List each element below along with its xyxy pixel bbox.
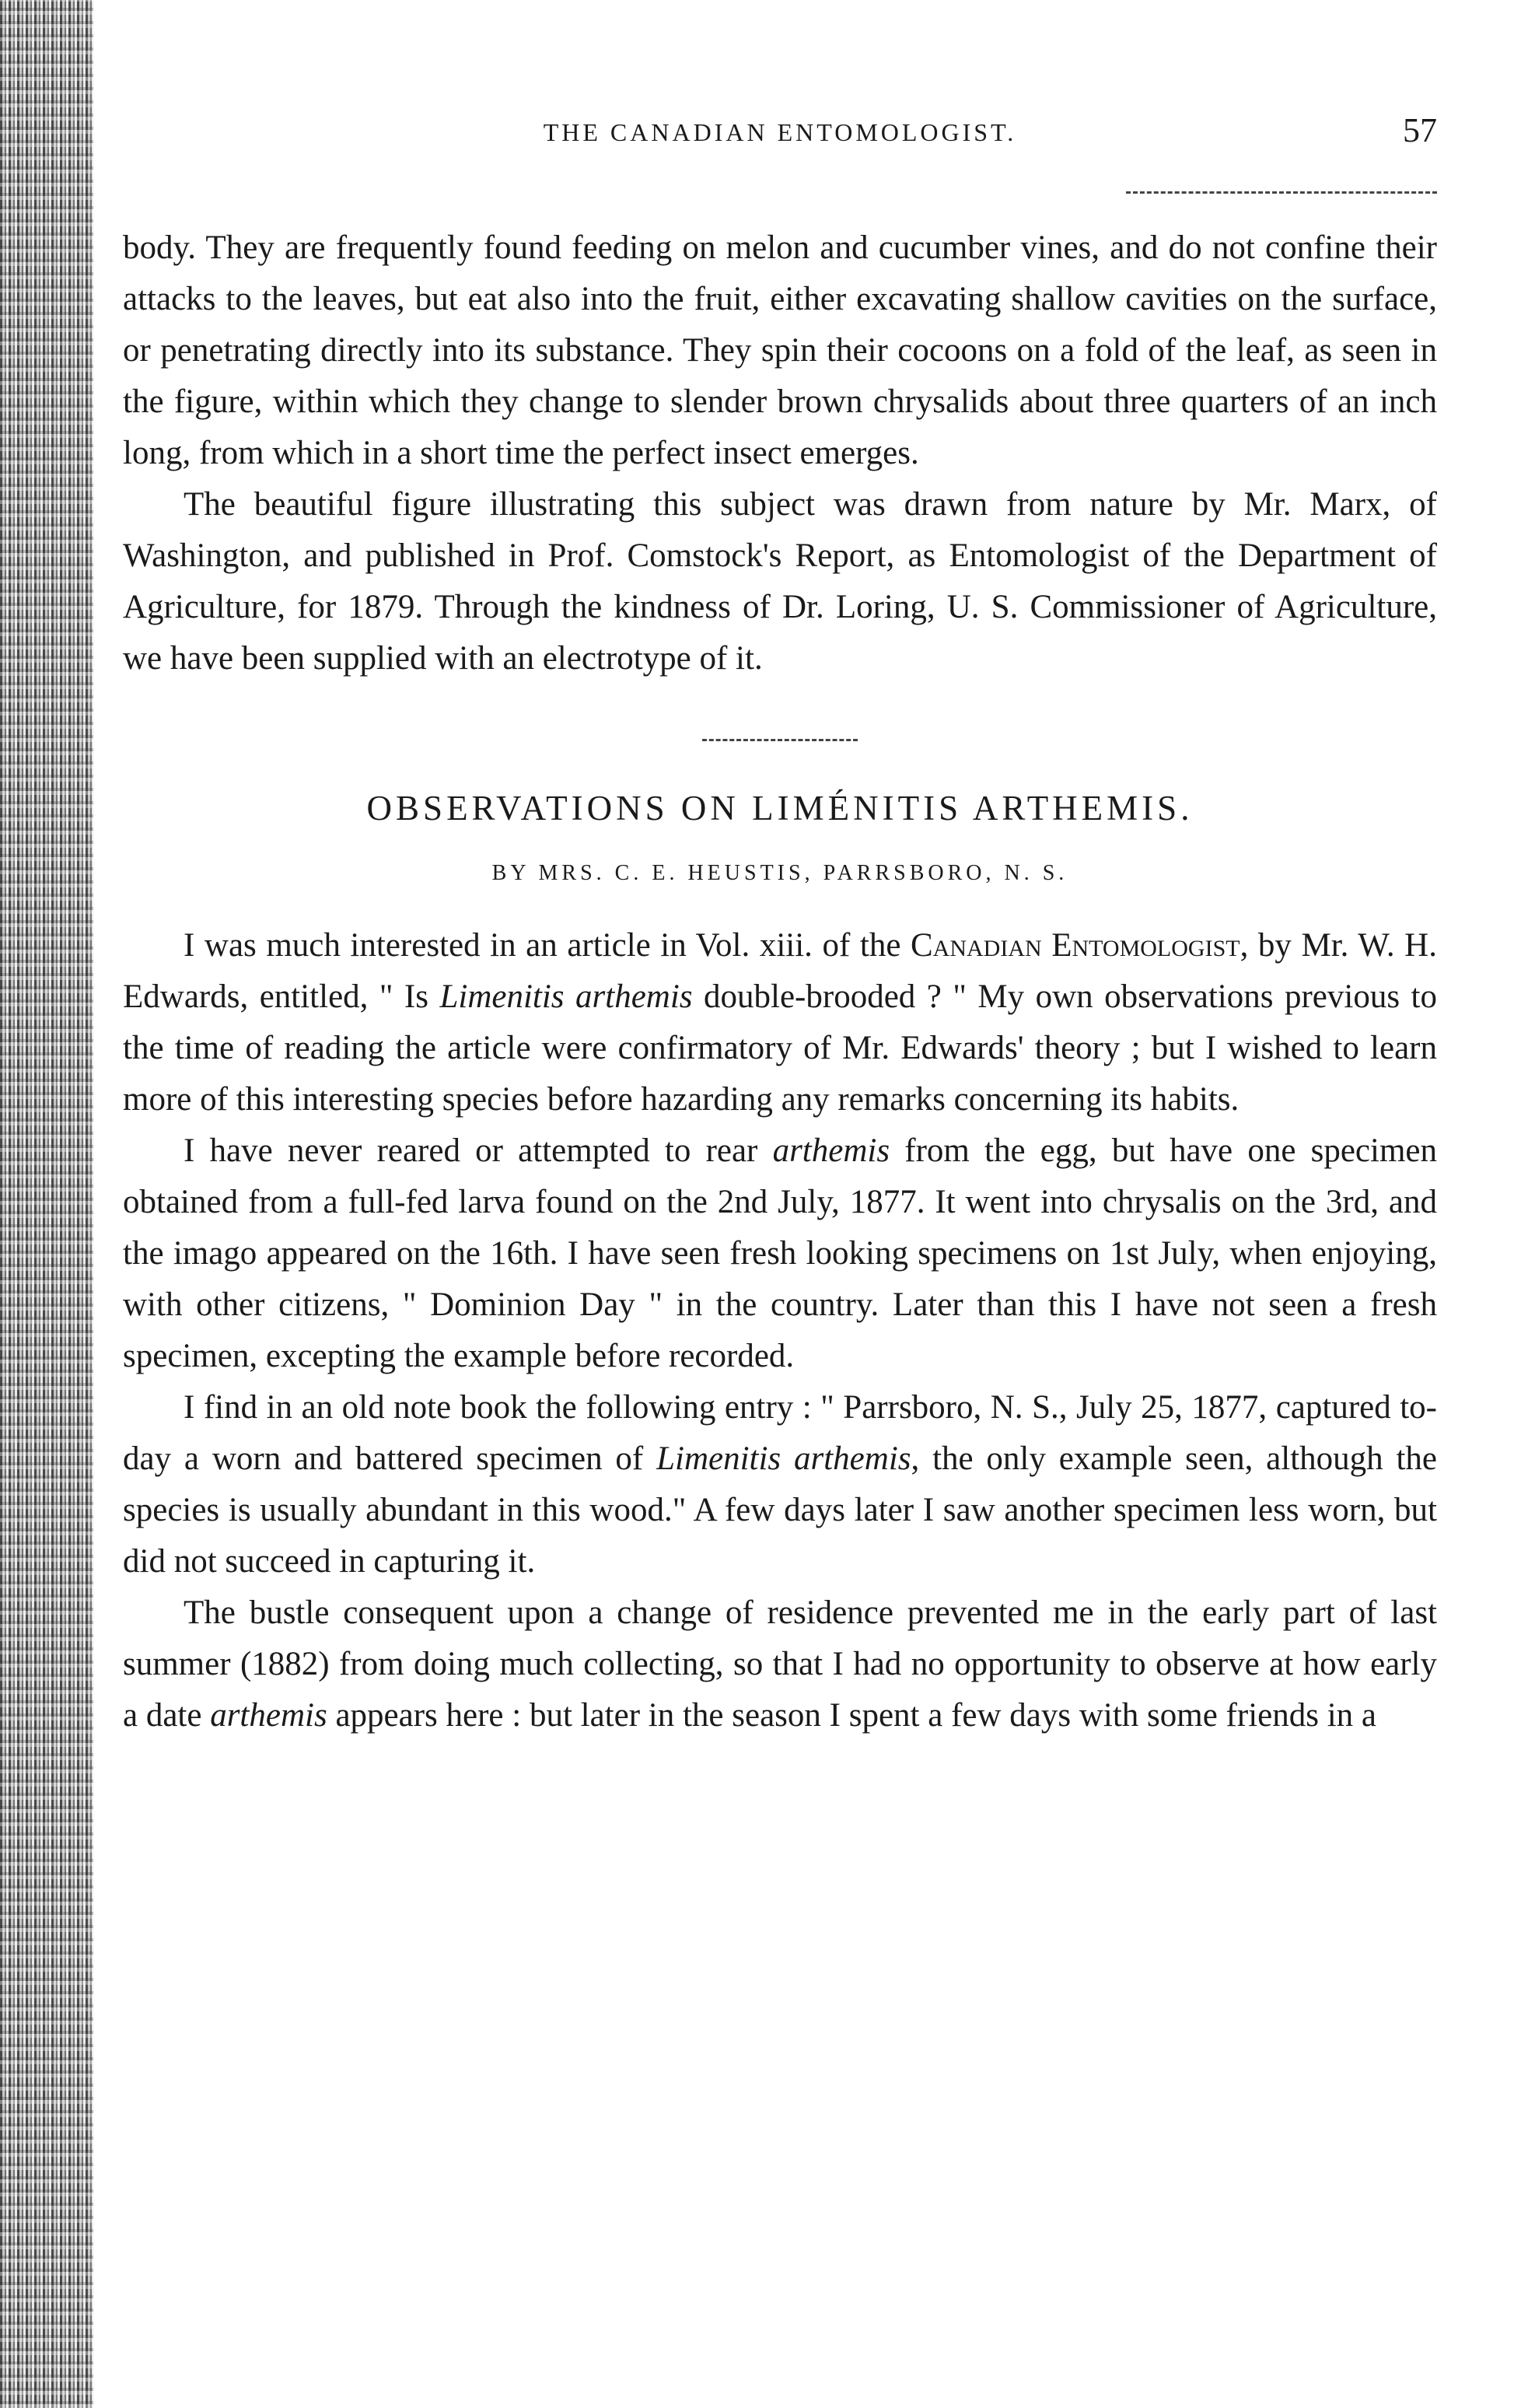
species-name: arthemis — [210, 1697, 327, 1734]
text-run: I find in an old note book the following entry : " Parrsboro, N. S., July 25, 1877, captured to-day a worn and battered specimen of — [123, 1389, 1437, 1477]
text-run: I have never reared or attempted to rear — [184, 1132, 773, 1169]
page-number: 57 — [1403, 111, 1437, 149]
text-run: double-brooded ? " My own observations previous to the time of reading the article were confirmatory of Mr. Edwards' theory ; but I wished to learn more of this interesting species before hazarding any remarks concerning its habits. — [123, 978, 1437, 1118]
species-name: Limenitis arthemis — [656, 1440, 911, 1477]
article-paragraph-1 — [123, 920, 1437, 1125]
continuation-paragraph-1: body. They are frequently found feeding on melon and cucumber vines, and do not confine their attacks to the leaves, but eat also into the fruit, either excavating shallow cavities on the surface, or penetrating directly into its substance. They spin their cocoons on a fold of the leaf, as seen in the figure, within which they change to slender brown chrysalids about three quarters of an inch long, from which in a short time the perfect insect emerges. — [123, 229, 1437, 471]
running-head — [123, 111, 1437, 154]
running-title: THE CANADIAN ENTOMOLOGIST. — [543, 118, 1017, 146]
header-rule — [1126, 191, 1437, 194]
article-paragraph-3 — [123, 1382, 1437, 1587]
continuation-paragraph-2: The beautiful figure illustrating this subject was drawn from nature by Mr. Marx, of Washington, and published in Prof. Comstock's Report, as Entomologist of the Department of Agriculture, for 1879. Through the kindness of Dr. Loring, U. S. Commissioner of Agriculture, we have been supplied with an electrotype of it. — [123, 486, 1437, 677]
page-body — [123, 222, 1437, 1741]
article-byline: BY MRS. C. E. HEUSTIS, PARRSBORO, N. S. — [491, 861, 1068, 885]
species-name: Limenitis arthemis — [439, 978, 693, 1015]
book-binding-edge — [0, 0, 93, 2408]
journal-name: Canadian Entomologist — [910, 927, 1240, 964]
section-divider — [702, 739, 858, 741]
article-title: OBSERVATIONS ON LIMÉNITIS ARTHEMIS. — [366, 789, 1194, 828]
article-paragraph-4 — [123, 1587, 1437, 1741]
text-run: The bustle consequent upon a change of residence prevented me in the early part of last summer (1882) from doing much collecting, so that I had no opportunity to observe at how early a date — [123, 1594, 1437, 1734]
text-run: from the egg, but have one specimen obtained from a full-fed larva found on the 2nd July, 1877. It went into chrysalis on the 3rd, and the imago appeared on the 16th. I have seen fresh looking specimens on 1st July, when enjoying, with other citizens, " Dominion Day " in the country. Later than this I have not seen a fresh specimen, excepting the example before recorded. — [123, 1132, 1437, 1374]
text-run: , the only example seen, although the species is usually abundant in this wood." A few days later I saw another specimen less worn, but did not succeed in capturing it. — [123, 1440, 1438, 1580]
article-paragraph-2 — [123, 1125, 1437, 1382]
text-run: , by Mr. W. H. Edwards, entitled, " Is — [123, 927, 1437, 1015]
text-run: appears here : but later in the season I spent a few days with some friends in a — [327, 1697, 1376, 1734]
text-run: I was much interested in an article in Vol. xiii. of the — [184, 927, 911, 964]
species-name: arthemis — [772, 1132, 890, 1169]
